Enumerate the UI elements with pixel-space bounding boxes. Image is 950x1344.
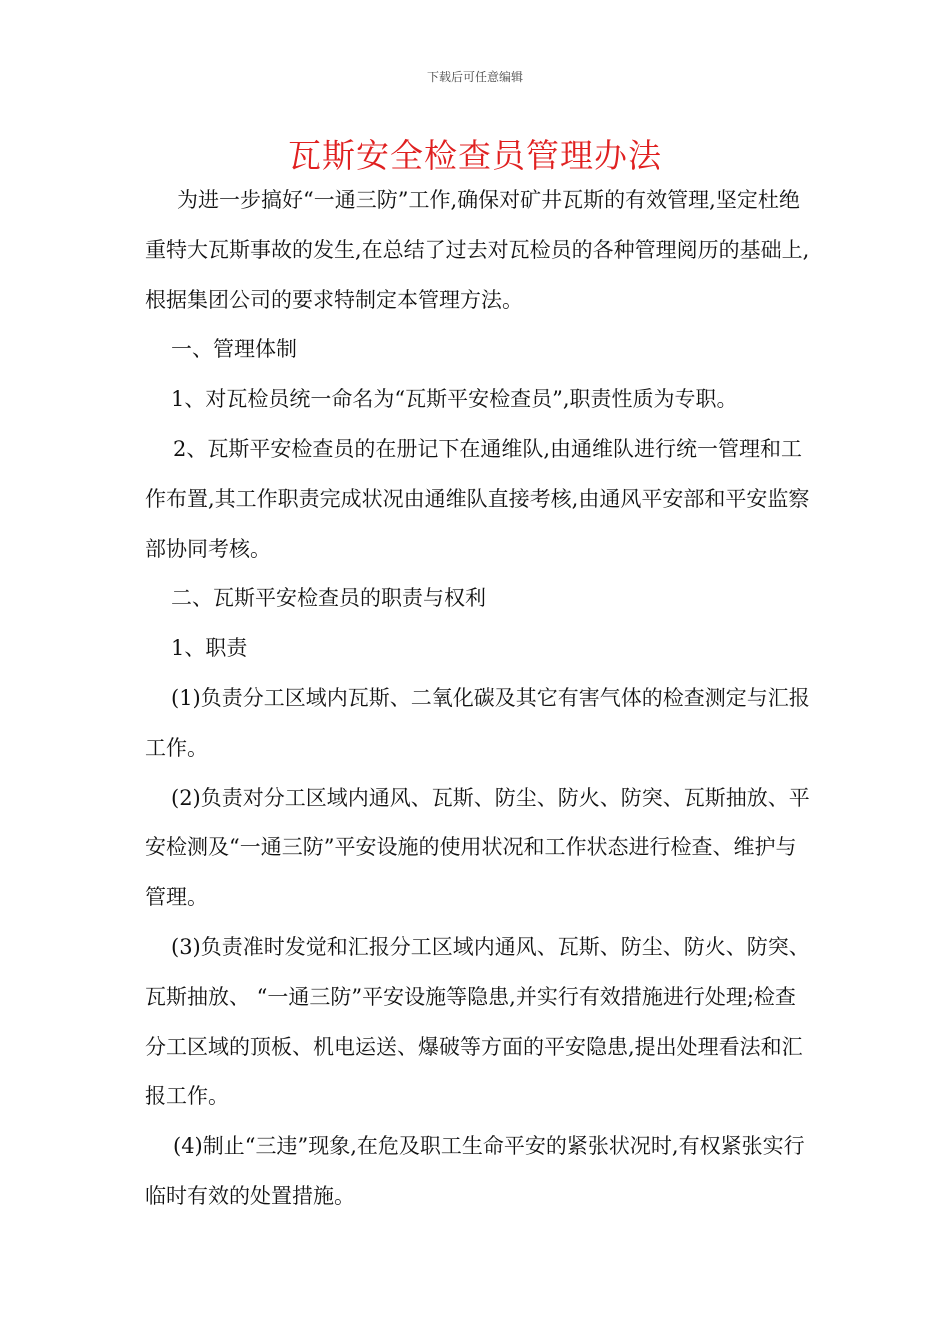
- paragraph-item-2: 2、瓦斯平安检查员的在册记下在通维队,由通维队进行统一管理和工作布置,其工作职责完成状况由通维队直接考核,由通风平安部和平安监察部协同考核。: [145, 436, 810, 561]
- duty-item-3: (3)负责准时发觉和汇报分工区域内通风、瓦斯、防尘、防火、防突、瓦斯抽放、 “一通三防”平安设施等隐患,并实行有效措施进行处理;检查分工区域的顶板、机电运送、爆破等方面的平安隐患,提出处理看法和汇报工作。: [145, 934, 810, 1109]
- document-title: 瓦斯安全检查员管理办法: [288, 136, 662, 175]
- document-body: [145, 176, 815, 1222]
- header-note: 下载后可任意编辑: [426, 70, 523, 84]
- section-heading-management-system: 一、管理体制: [171, 337, 297, 362]
- section-heading-duties-rights: 二、瓦斯平安检查员的职责与权利: [171, 586, 486, 611]
- paragraph-item-1: 1、对瓦检员统一命名为“瓦斯平安检查员”,职责性质为专职。: [171, 387, 738, 412]
- duty-item-4: (4)制止“三违”现象,在危及职工生命平安的紧张状况时,有权紧张实行临时有效的处置措施。: [145, 1134, 805, 1208]
- subsection-heading-duties: 1、职责: [171, 636, 248, 661]
- duty-item-2: (2)负责对分工区域内通风、瓦斯、防尘、防火、防突、瓦斯抽放、平安检测及“一通三防”平安设施的使用状况和工作状态进行检查、维护与管理。: [145, 785, 810, 910]
- duty-item-1: (1)负责分工区域内瓦斯、二氧化碳及其它有害气体的检查测定与汇报工作。: [145, 685, 810, 760]
- intro-paragraph: 为进一步搞好“一通三防”工作,确保对矿井瓦斯的有效管理,坚定杜绝重特大瓦斯事故的发生,在总结了过去对瓦检员的各种管理阅历的基础上,根据集团公司的要求特制定本管理方法。: [145, 188, 810, 312]
